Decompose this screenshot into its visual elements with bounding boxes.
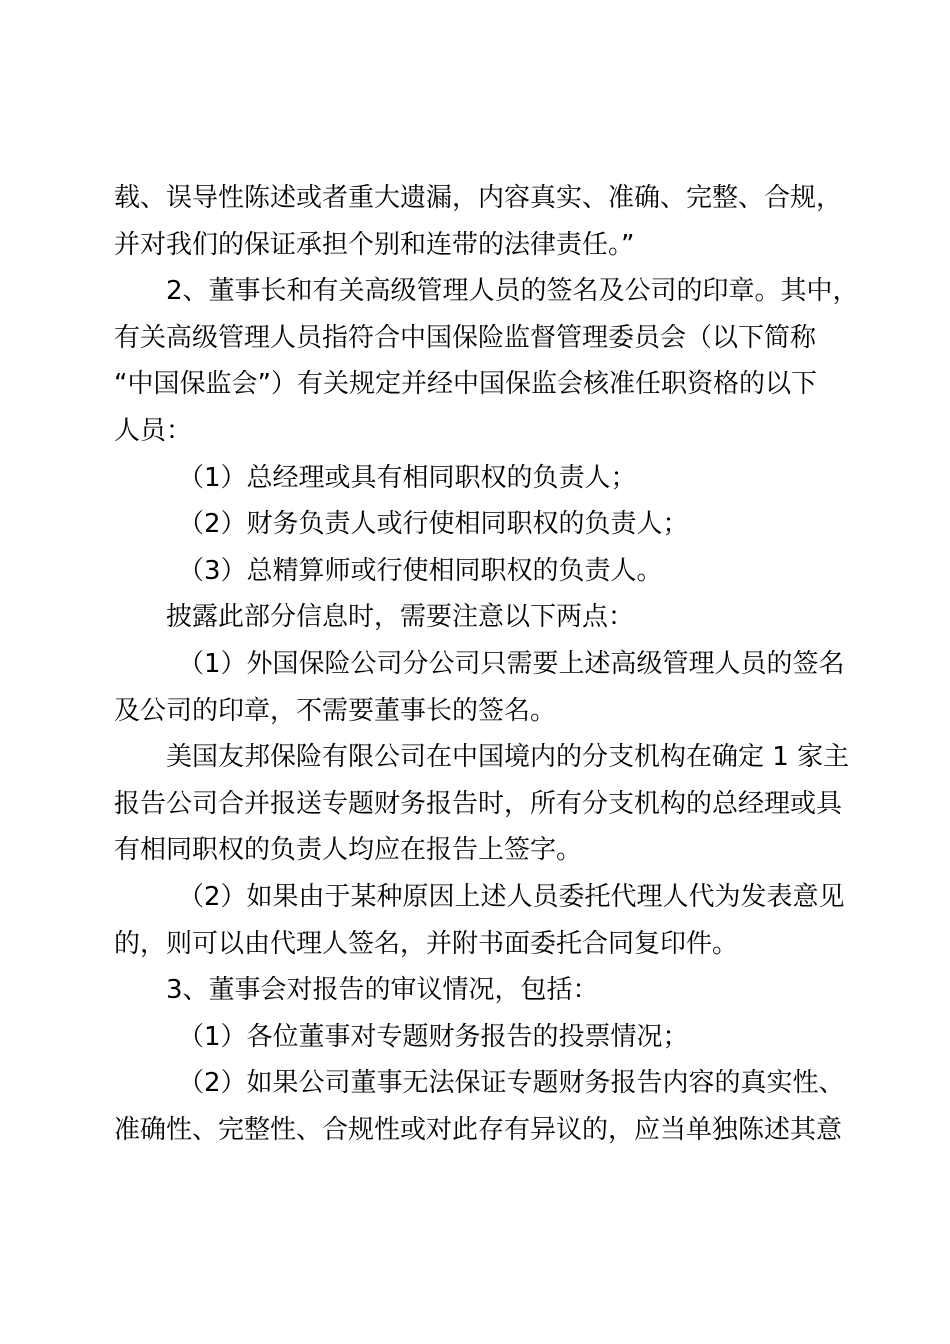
- text-line: 披露此部分信息时，需要注意以下两点：: [166, 602, 635, 633]
- text-line: （2）如果公司董事无法保证专题财务报告内容的真实性、: [178, 1068, 845, 1099]
- text-line: 并对我们的保证承担个别和连带的法律责任。”: [114, 229, 635, 260]
- text-line: 准确性、完整性、合规性或对此存有异议的，应当单独陈述其意: [114, 1114, 843, 1145]
- text-line: 有关高级管理人员指符合中国保险监督管理委员会（以下简称: [114, 322, 817, 353]
- text-line: （1）总经理或具有相同职权的负责人；: [178, 462, 637, 493]
- text-line: 载、误导性陈述或者重大遗漏，内容真实、准确、完整、合规，: [114, 183, 843, 213]
- text-line: 人员：: [114, 415, 193, 446]
- text-line: 美国友邦保险有限公司在中国境内的分支机构在确定 1 家主: [166, 742, 850, 773]
- text-line: （1）各位董事对专题财务报告的投票情况；: [178, 1021, 689, 1052]
- text-line: （3）总精算师或行使相同职权的负责人。: [178, 555, 663, 586]
- text-line: “中国保监会”）有关规定并经中国保监会核准任职资格的以下: [114, 369, 817, 400]
- text-line: （1）外国保险公司分公司只需要上述高级管理人员的签名: [178, 648, 845, 679]
- text-line: 及公司的印章，不需要董事长的签名。: [114, 695, 557, 726]
- text-line: 2、董事长和有关高级管理人员的签名及公司的印章。其中，: [166, 276, 859, 307]
- text-line: （2）财务负责人或行使相同职权的负责人；: [178, 509, 689, 540]
- text-line: 的，则可以由代理人签名，并附书面委托合同复印件。: [114, 928, 739, 959]
- text-line: 3、董事会对报告的审议情况，包括：: [166, 975, 599, 1006]
- document-body: [114, 175, 859, 1153]
- text-line: （2）如果由于某种原因上述人员委托代理人代为发表意见: [178, 881, 845, 912]
- text-line: 有相同职权的负责人均应在报告上签字。: [114, 835, 583, 866]
- text-line: 报告公司合并报送专题财务报告时，所有分支机构的总经理或具: [114, 788, 843, 819]
